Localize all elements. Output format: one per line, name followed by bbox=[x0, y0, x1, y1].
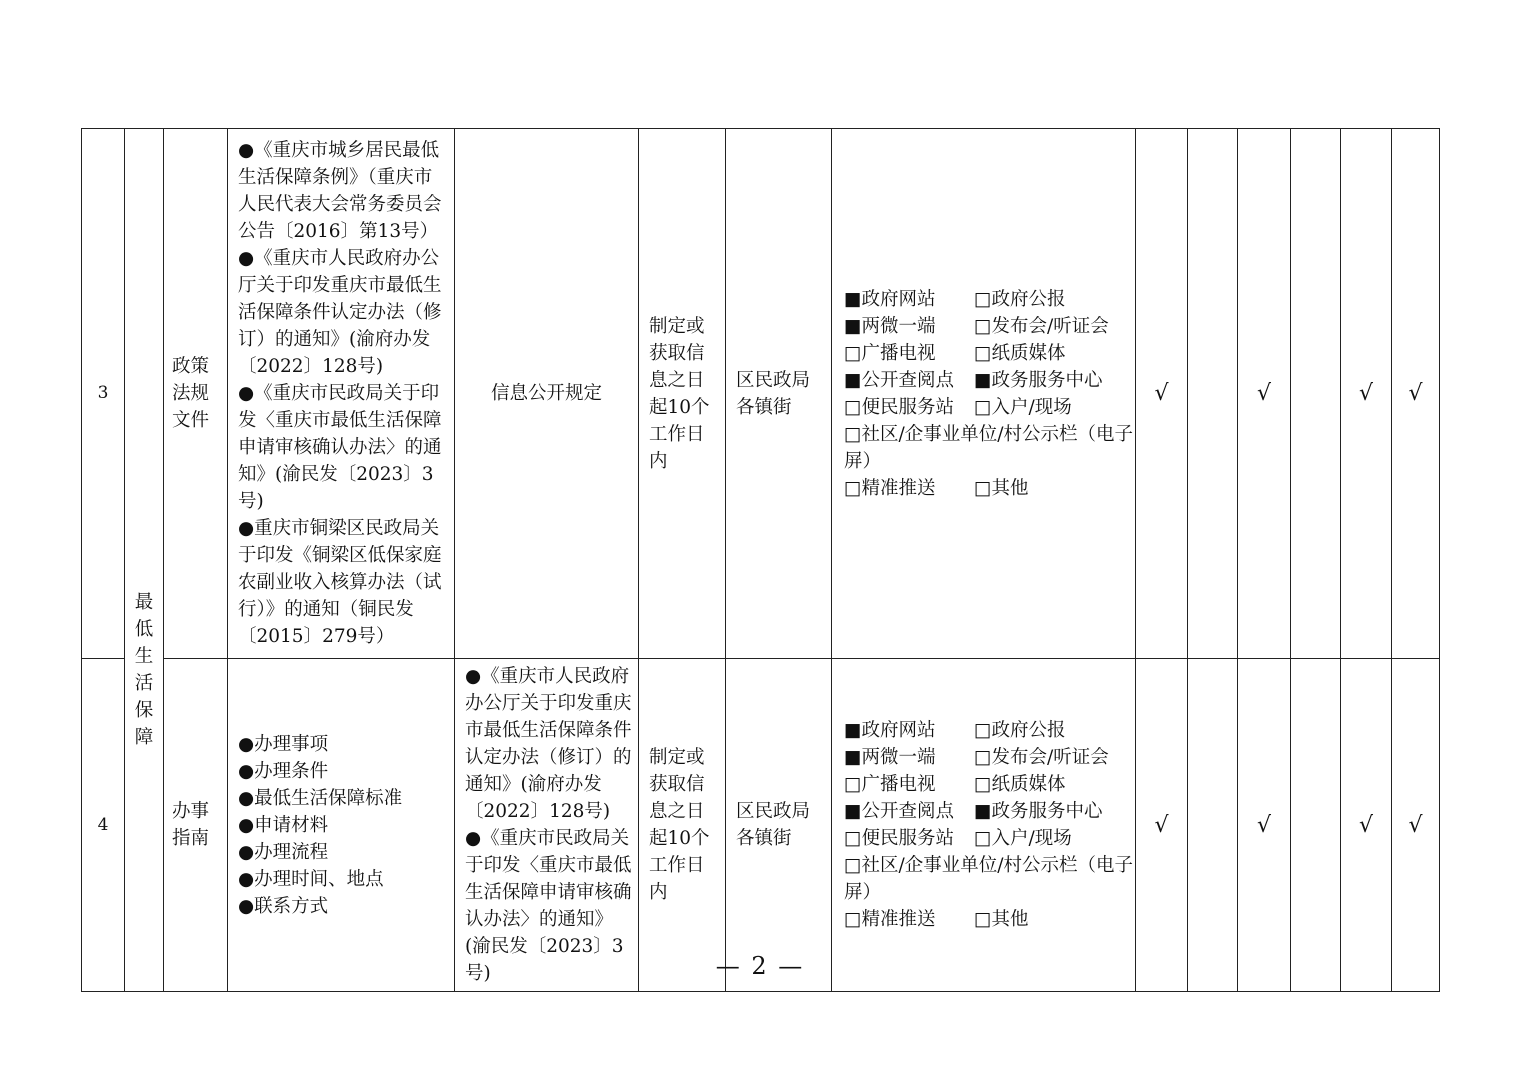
category-cell bbox=[125, 129, 164, 992]
media-option: □社区/企事业单位/村公示栏（电子屏） bbox=[844, 855, 1133, 903]
check-mark: √ bbox=[1392, 659, 1440, 992]
media-option: □精准推送 bbox=[844, 909, 936, 930]
check-mark bbox=[1188, 659, 1238, 992]
department: 区民政局各镇街 bbox=[726, 659, 832, 992]
content-item: ●《重庆市城乡居民最低生活保障条例》（重庆市人民代表大会常务委员会公告〔2016〕第13号） bbox=[238, 140, 442, 242]
media-option: ■政务服务中心 bbox=[974, 801, 1103, 822]
media-option: ■两微一端 bbox=[844, 747, 936, 768]
category-label: 最低生活保障 bbox=[134, 592, 154, 748]
check-mark: √ bbox=[1392, 129, 1440, 659]
basis-text: 信息公开规定 bbox=[490, 383, 602, 404]
check-mark: √ bbox=[1238, 659, 1291, 992]
media-option: ■政府网站 bbox=[844, 720, 936, 741]
content-cell bbox=[228, 129, 455, 659]
media-option: □政府公报 bbox=[974, 288, 1066, 310]
media-option: □其他 bbox=[974, 909, 1029, 930]
table-row bbox=[82, 659, 1440, 992]
media-option: ■公开查阅点 bbox=[844, 801, 954, 822]
check-mark: √ bbox=[1341, 659, 1392, 992]
media-option: □纸质媒体 bbox=[974, 342, 1066, 364]
content-item: ●最低生活保障标准 bbox=[238, 787, 403, 809]
media-option: □社区/企事业单位/村公示栏（电子屏） bbox=[844, 423, 1133, 472]
check-mark bbox=[1188, 129, 1238, 659]
media-cell bbox=[832, 659, 1136, 992]
media-option: □政府公报 bbox=[974, 720, 1066, 741]
media-option: □入户/现场 bbox=[974, 828, 1072, 849]
time-limit: 制定或获取信息之日起10个工作日内 bbox=[639, 129, 726, 659]
check-mark: √ bbox=[1136, 659, 1188, 992]
content-item: ●办理事项 bbox=[238, 733, 329, 755]
check-mark: √ bbox=[1136, 129, 1188, 659]
basis-item: ●《重庆市人民政府办公厅关于印发重庆市最低生活保障条件认定办法（修订）的通知》(渝府办发〔2022〕128号) bbox=[465, 666, 632, 822]
disclosure-table bbox=[81, 128, 1440, 992]
media-option: ■政府网站 bbox=[844, 288, 936, 310]
item-name bbox=[164, 659, 228, 992]
content-item: ●重庆市铜梁区民政局关于印发《铜梁区低保家庭农副业收入核算办法（试行）》的通知（铜民发〔2015〕279号） bbox=[238, 518, 442, 647]
check-mark bbox=[1291, 659, 1341, 992]
content-item: ●办理条件 bbox=[238, 760, 329, 782]
media-option: □广播电视 bbox=[844, 774, 936, 795]
media-option: □入户/现场 bbox=[974, 396, 1072, 418]
content-item: ●申请材料 bbox=[238, 814, 329, 836]
department: 区民政局各镇街 bbox=[726, 129, 832, 659]
check-mark: √ bbox=[1238, 129, 1291, 659]
content-cell bbox=[228, 659, 455, 992]
row-number: 3 bbox=[82, 129, 125, 659]
item-name-text: 政策法规文件 bbox=[172, 356, 210, 431]
media-option: □发布会/听证会 bbox=[974, 315, 1109, 337]
content-item: ●联系方式 bbox=[238, 895, 329, 917]
media-option: □纸质媒体 bbox=[974, 774, 1066, 795]
check-mark bbox=[1291, 129, 1341, 659]
media-option: □发布会/听证会 bbox=[974, 747, 1109, 768]
media-option: □其他 bbox=[974, 477, 1029, 499]
media-option: ■两微一端 bbox=[844, 315, 936, 337]
media-option: ■公开查阅点 bbox=[844, 369, 954, 391]
content-item: ●《重庆市人民政府办公厅关于印发重庆市最低生活保障条件认定办法（修订）的通知》(渝府办发〔2022〕128号) bbox=[238, 248, 442, 377]
media-option: ■政务服务中心 bbox=[974, 369, 1103, 391]
check-mark: √ bbox=[1341, 129, 1392, 659]
basis-cell bbox=[455, 129, 639, 659]
row-number: 4 bbox=[82, 659, 125, 992]
time-limit: 制定或获取信息之日起10个工作日内 bbox=[639, 659, 726, 992]
media-option: □广播电视 bbox=[844, 342, 936, 364]
media-option: □便民服务站 bbox=[844, 828, 954, 849]
media-option: □便民服务站 bbox=[844, 396, 954, 418]
item-name-text: 办事指南 bbox=[172, 801, 210, 849]
content-item: ●办理时间、地点 bbox=[238, 868, 384, 890]
media-cell bbox=[832, 129, 1136, 659]
basis-item: ●《重庆市民政局关于印发〈重庆市最低生活保障申请审核确认办法〉的通知》(渝民发〔2023〕3号) bbox=[465, 828, 632, 984]
basis-cell bbox=[455, 659, 639, 992]
media-option: □精准推送 bbox=[844, 477, 936, 499]
table-row bbox=[82, 129, 1440, 659]
page-number: — 2 — bbox=[715, 952, 805, 980]
item-name bbox=[164, 129, 228, 659]
content-item: ●办理流程 bbox=[238, 841, 329, 863]
content-item: ●《重庆市民政局关于印发〈重庆市最低生活保障申请审核确认办法〉的通知》(渝民发〔2023〕3号) bbox=[238, 383, 442, 512]
